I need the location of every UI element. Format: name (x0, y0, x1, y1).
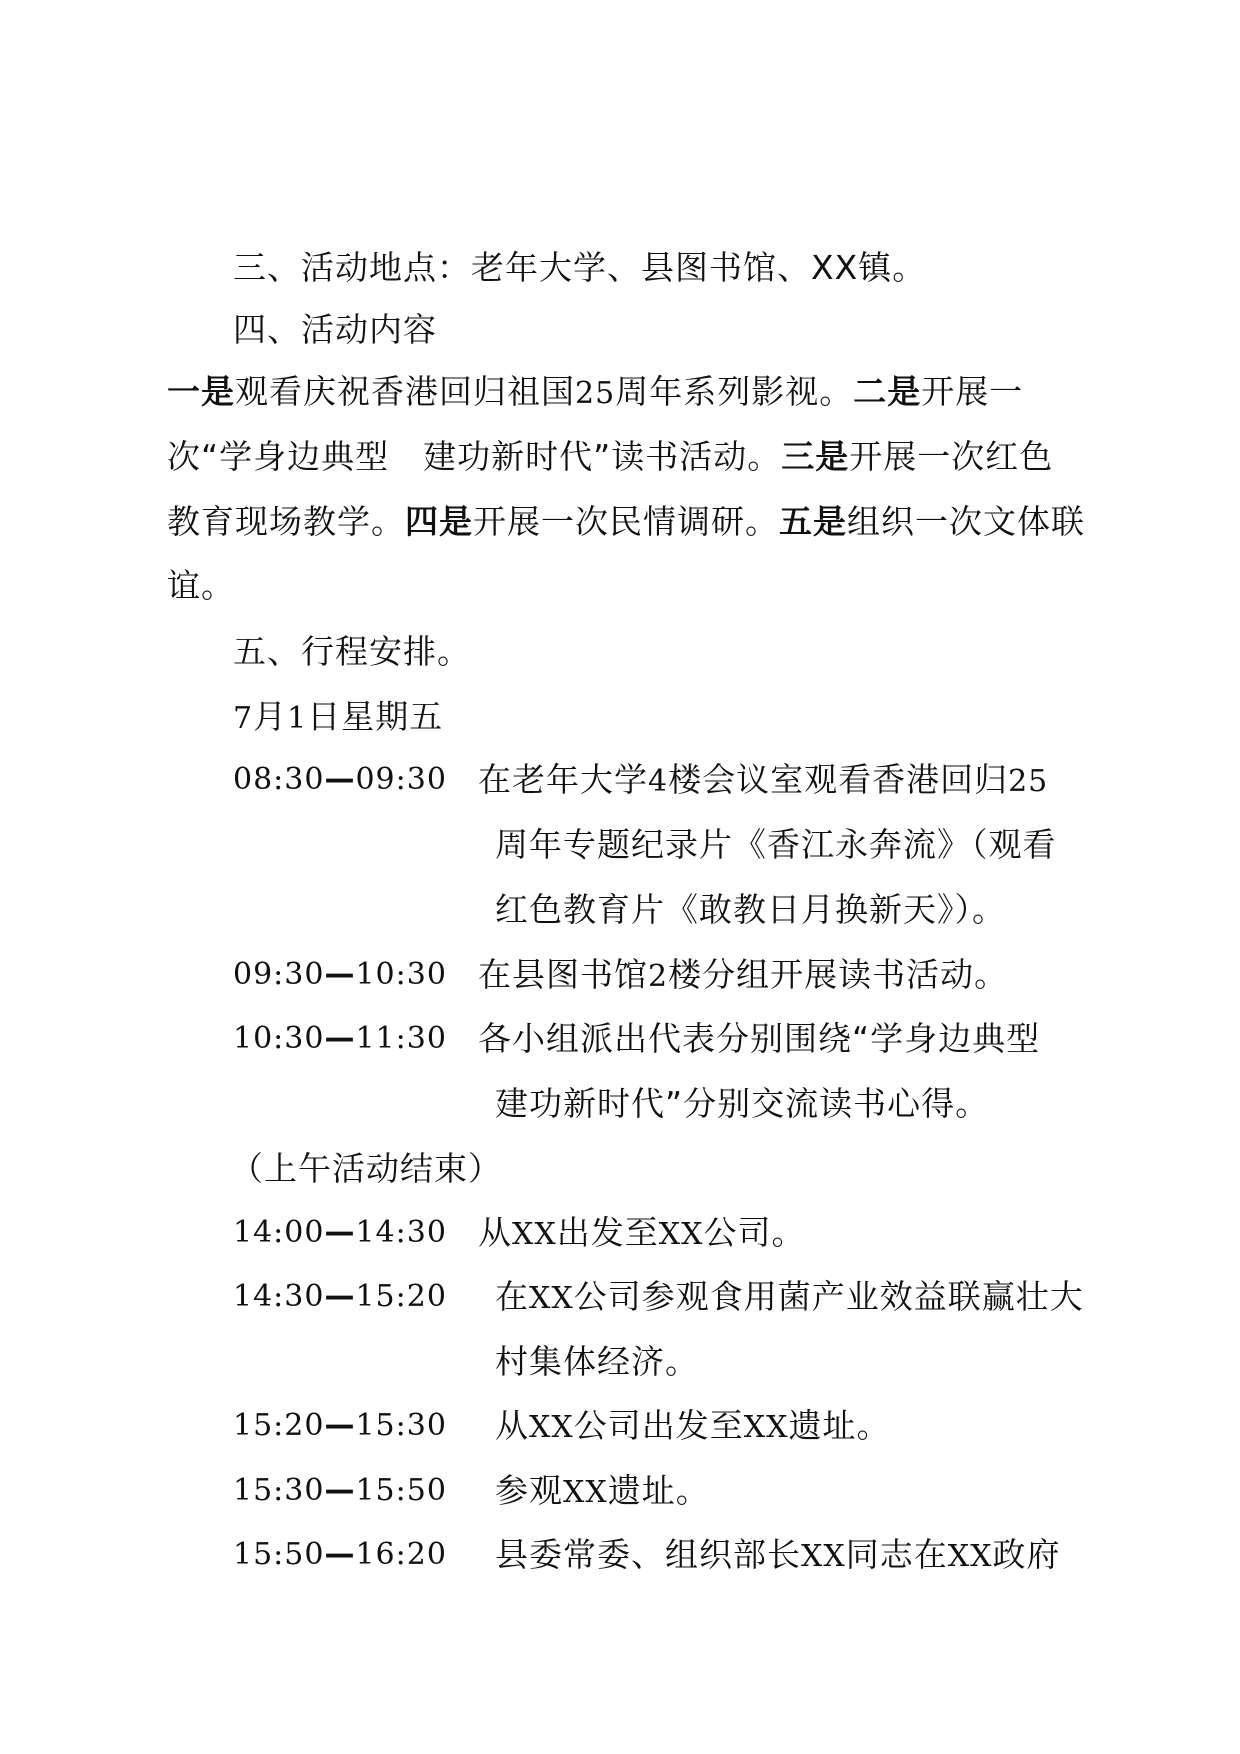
schedule-time (233, 955, 447, 995)
content-text: 次“学身边典型 建功新时代”读书活动。 (167, 437, 782, 476)
content-text: 开展一次红色 (849, 437, 1054, 476)
desc-placeholder: XX (947, 1539, 993, 1574)
schedule-time (233, 1213, 447, 1253)
schedule-time (233, 1406, 447, 1446)
content-line-3 (167, 502, 1085, 542)
desc-text: 楼分组开展读书活动。 (668, 955, 1009, 994)
bold-marker: 四是 (405, 502, 473, 541)
schedule-desc: 红色教育片《敢教日月换新天》）。 (495, 890, 1006, 929)
venue-text: 三、活动地点：老年大学、县图书馆、XX镇。 (233, 248, 927, 287)
desc-text: 出发至 (556, 1213, 659, 1252)
time-end: 14:30 (355, 1215, 447, 1250)
time-end: 15:30 (355, 1408, 447, 1443)
time-start: 10:30 (233, 1021, 325, 1056)
desc-text: 楼会议室观看香港回归 (668, 760, 1009, 799)
section-5-title: 五、行程安排。 (233, 632, 471, 671)
schedule-time (233, 1277, 447, 1317)
desc-text: 公司参观食用菌产业效益联赢壮大 (573, 1277, 1084, 1316)
schedule-desc: 建功新时代”分别交流读书心得。 (495, 1084, 990, 1123)
content-line-4: 谊。 (167, 566, 235, 605)
time-end: 15:20 (355, 1279, 447, 1314)
bold-marker: 一是 (167, 372, 235, 411)
content-line-1 (167, 372, 1023, 414)
schedule-desc (495, 1406, 890, 1448)
desc-placeholder: XX (563, 1475, 608, 1510)
schedule-desc (495, 1535, 1060, 1577)
section-3-venue (233, 248, 926, 288)
time-end: 11:30 (355, 1021, 447, 1056)
content-line-2 (167, 437, 1053, 477)
content-text: 周年系列影视。 (615, 372, 854, 411)
content-text: 教育现场教学。 (167, 502, 405, 541)
desc-text: 在 (495, 1277, 529, 1316)
schedule-time (233, 1535, 447, 1575)
time-start: 15:30 (233, 1473, 325, 1508)
desc-placeholder: XX (529, 1281, 574, 1316)
time-start: 15:50 (233, 1537, 325, 1572)
date-day: 1 (287, 701, 308, 736)
schedule-time (233, 1471, 447, 1511)
date-text: 日星期五 (307, 697, 444, 736)
time-start: 08:30 (233, 762, 325, 797)
desc-placeholder: XX (529, 1410, 574, 1445)
time-dash: — (324, 1215, 356, 1250)
schedule-desc: 村集体经济。 (495, 1342, 699, 1381)
time-end: 15:50 (355, 1473, 447, 1508)
time-start: 14:30 (233, 1279, 325, 1314)
desc-placeholder: XX (512, 1217, 557, 1252)
desc-number: 25 (1008, 764, 1049, 799)
content-text: 开展一 (921, 372, 1024, 411)
date-text: 月 (253, 697, 288, 736)
desc-text: 遗址。 (788, 1406, 891, 1445)
desc-text: 从 (478, 1213, 512, 1252)
desc-text: 遗址。 (607, 1471, 710, 1510)
time-start: 15:20 (233, 1408, 325, 1443)
time-start: 14:00 (233, 1215, 325, 1250)
desc-text: 同志在 (845, 1535, 948, 1574)
morning-end-note: （上午活动结束） (230, 1149, 502, 1188)
schedule-date (233, 697, 443, 739)
desc-placeholder: XX (801, 1539, 846, 1574)
desc-number: 2 (648, 959, 669, 994)
time-end: 16:20 (355, 1537, 447, 1572)
desc-text: 公司。 (703, 1213, 806, 1252)
time-dash: — (324, 957, 356, 992)
time-start: 09:30 (233, 957, 325, 992)
time-end: 10:30 (355, 957, 447, 992)
desc-text: 县委常委、组织部长 (495, 1535, 801, 1574)
schedule-desc (495, 1277, 1084, 1319)
desc-placeholder: XX (743, 1410, 789, 1445)
content-text: 组织一次文体联 (847, 502, 1085, 541)
time-dash: — (324, 1537, 356, 1572)
desc-text: 在县图书馆 (478, 955, 648, 994)
schedule-desc (478, 1213, 805, 1255)
content-text: 观看庆祝香港回归祖国 (235, 372, 575, 411)
schedule-time (233, 1019, 447, 1059)
date-month: 7 (233, 701, 254, 736)
desc-number: 4 (648, 764, 669, 799)
content-text: 开展一次民情调研。 (473, 502, 779, 541)
bold-marker: 三是 (781, 437, 850, 476)
schedule-desc (495, 1471, 710, 1513)
desc-text: 从 (495, 1406, 529, 1445)
schedule-desc: 各小组派出代表分别围绕“学身边典型 (478, 1019, 1041, 1058)
schedule-desc (478, 760, 1048, 802)
desc-placeholder: XX (658, 1217, 704, 1252)
time-dash: — (324, 1021, 356, 1056)
section-4-title: 四、活动内容 (233, 310, 437, 349)
desc-text: 公司出发至 (573, 1406, 744, 1445)
schedule-desc (478, 955, 1008, 997)
schedule-time (233, 760, 447, 800)
time-dash: — (324, 762, 356, 797)
desc-text: 参观 (495, 1471, 563, 1510)
time-end: 09:30 (355, 762, 447, 797)
desc-text: 政府 (992, 1535, 1061, 1574)
schedule-desc: 周年专题纪录片《香江永奔流》（观看 (495, 825, 1057, 864)
time-dash: — (324, 1408, 356, 1443)
time-dash: — (324, 1279, 356, 1314)
desc-text: 在老年大学 (478, 760, 648, 799)
bold-marker: 二是 (853, 372, 922, 411)
content-number: 25 (575, 376, 616, 411)
bold-marker: 五是 (779, 502, 847, 541)
time-dash: — (324, 1473, 356, 1508)
